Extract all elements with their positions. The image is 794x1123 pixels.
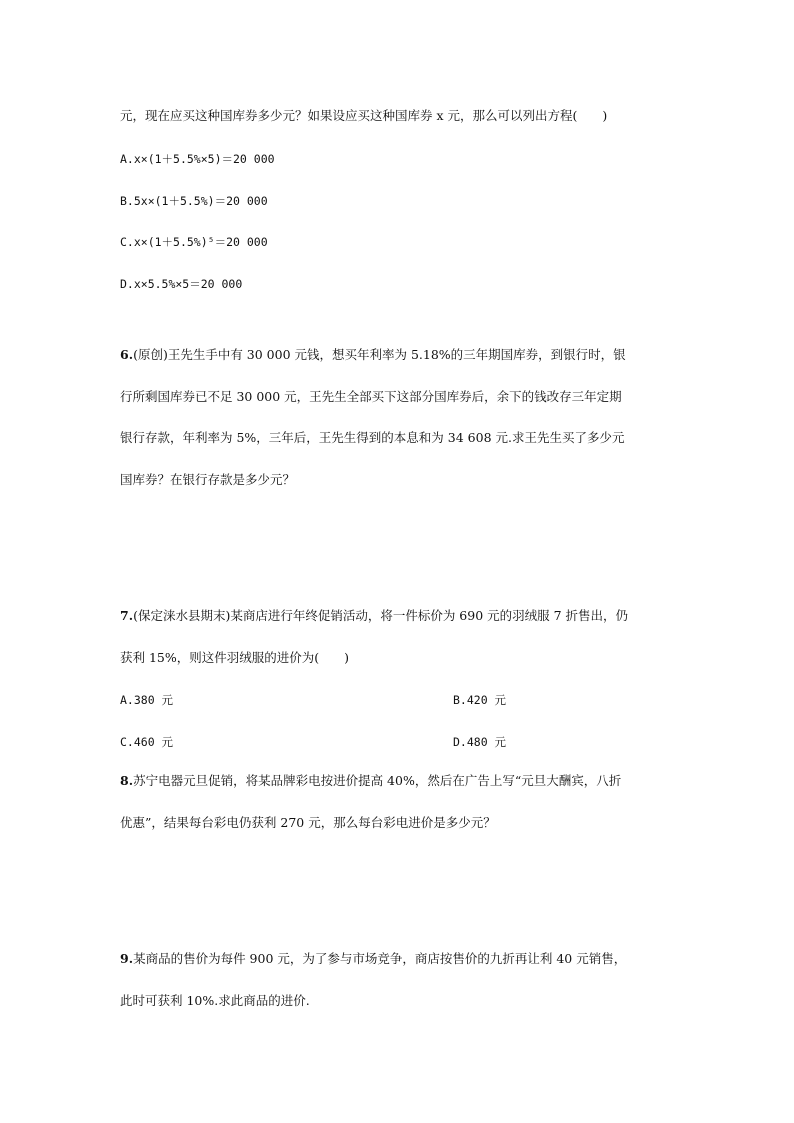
q6-line-2: 行所剩国库券已不足 30 000 元，王先生全部买下这部分国库券后，余下的钱改存三年定期 xyxy=(120,389,622,404)
q7-option-b: B.420 元 xyxy=(453,693,507,707)
q6-line-4: 国库券？在银行存款是多少元？ xyxy=(120,472,296,487)
q7-number: 7. xyxy=(120,608,134,623)
q6-number: 6. xyxy=(120,347,134,362)
q6-line-1 xyxy=(120,346,682,364)
q5-option-a: A.x×(1＋5.5%×5)＝20 000 xyxy=(120,152,275,166)
q7-option-d: D.480 元 xyxy=(453,735,507,749)
q8-text-1: 苏宁电器元旦促销，将某品牌彩电按进价提高 40%，然后在广告上写“元旦大酬宾，八折 xyxy=(133,773,622,788)
q8-line-1 xyxy=(120,772,682,790)
q6-line-3: 银行存款，年利率为 5%，三年后，王先生得到的本息和为 34 608 元.求王先生买了多少元 xyxy=(120,430,625,445)
q9-text-1: 某商品的售价为每件 900 元，为了参与市场竞争，商店按售价的九折再让利 40 元销售， xyxy=(133,951,627,966)
q7-option-a: A.380 元 xyxy=(120,693,174,707)
q7-line-1 xyxy=(120,607,682,625)
q8-number: 8. xyxy=(120,773,134,788)
q7-option-c: C.460 元 xyxy=(120,735,174,749)
q5-stem: 元，现在应买这种国库券多少元？如果设应买这种国库券 x 元，那么可以列出方程( ) xyxy=(120,108,608,123)
q9-line-1 xyxy=(120,950,682,968)
q7-text-1: (保定涞水县期末)某商店进行年终促销活动，将一件标价为 690 元的羽绒服 7 折售出，仍 xyxy=(133,608,629,623)
q6-text-1: (原创)王先生手中有 30 000 元钱，想买年利率为 5.18%的三年期国库券，到银行时，银 xyxy=(133,347,626,362)
q5-option-b: B.5x×(1＋5.5%)＝20 000 xyxy=(120,194,268,208)
q5-option-c: C.x×(1＋5.5%)⁵＝20 000 xyxy=(120,235,268,249)
q9-line-2: 此时可获利 10%.求此商品的进价. xyxy=(120,993,310,1008)
q9-number: 9. xyxy=(120,951,134,966)
q5-option-d: D.x×5.5%×5＝20 000 xyxy=(120,277,243,291)
q8-line-2: 优惠”，结果每台彩电仍获利 270 元，那么每台彩电进价是多少元？ xyxy=(120,815,496,830)
q7-line-2: 获利 15%，则这件羽绒服的进价为( ) xyxy=(120,650,350,665)
